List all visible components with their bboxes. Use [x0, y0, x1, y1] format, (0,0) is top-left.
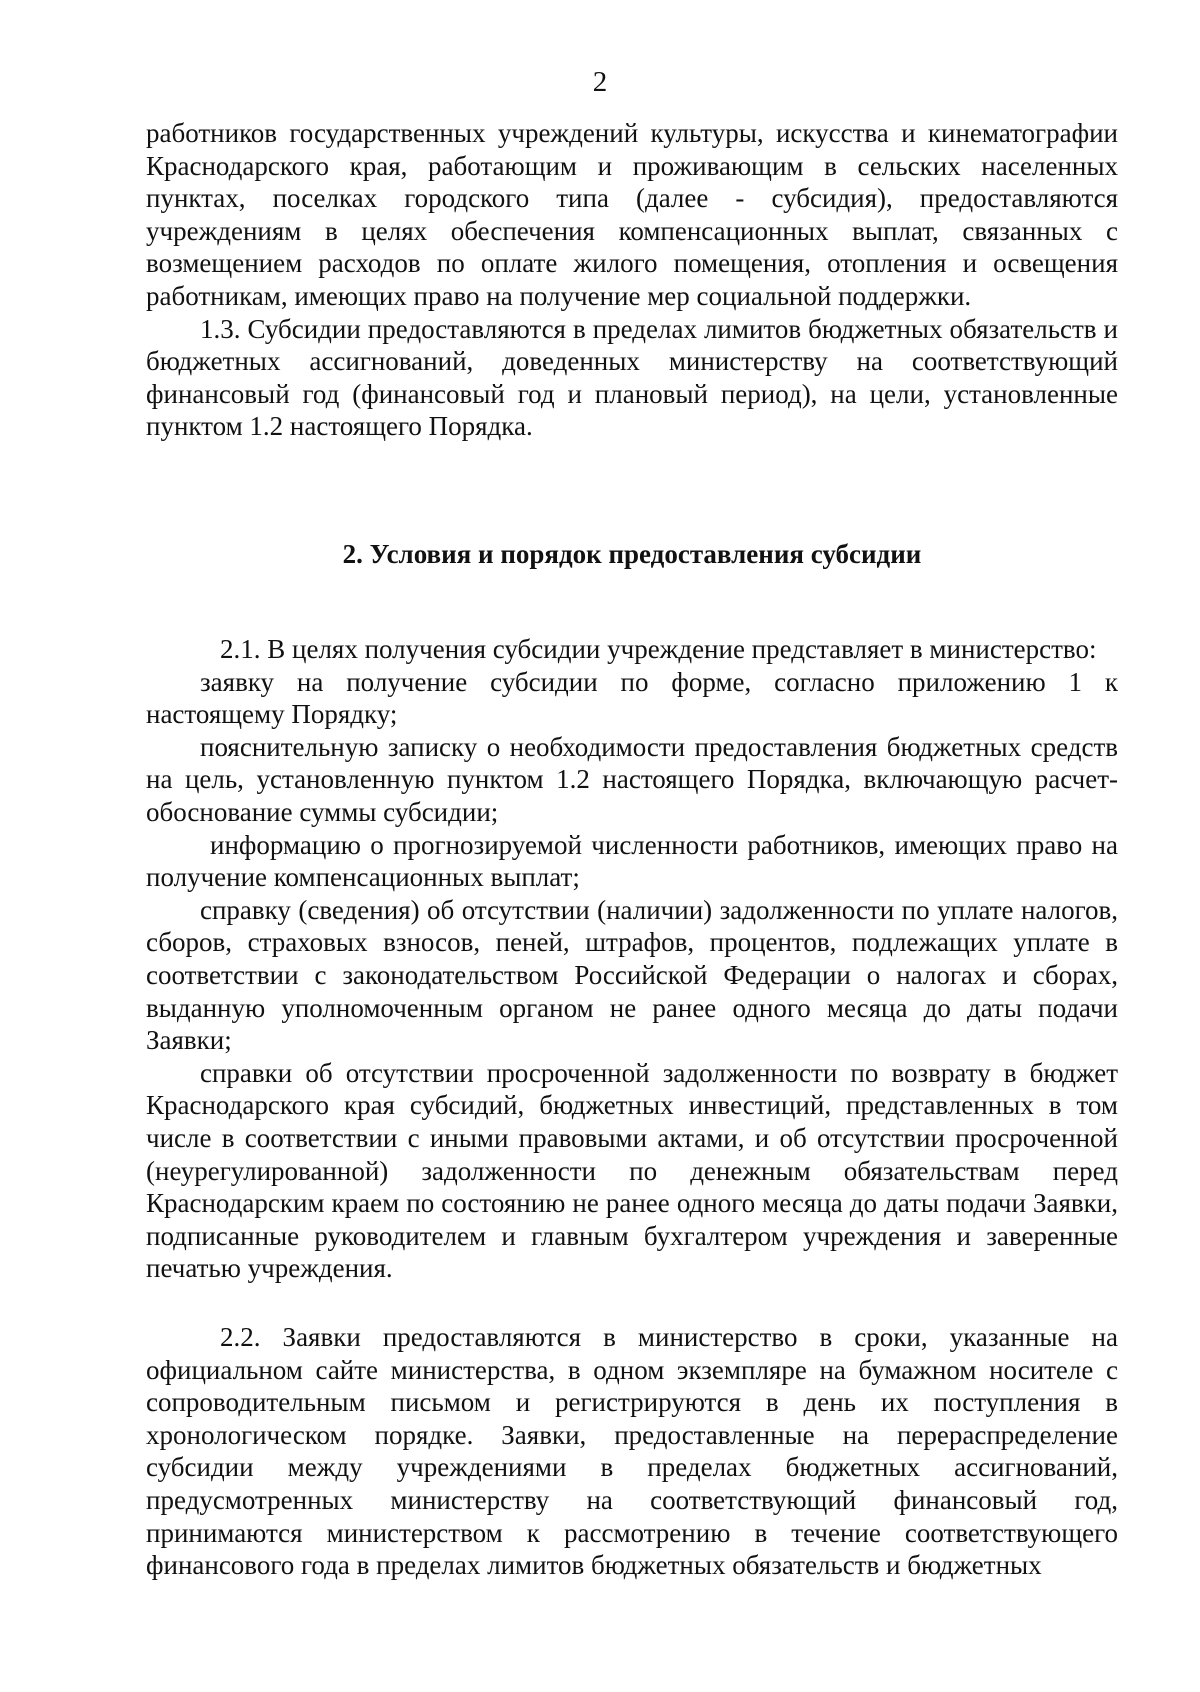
- text-block-section-2: [146, 633, 1118, 1285]
- paragraph-2-2: 2.2. Заявки предоставляются в министерство в сроки, указанные на официальном сайте министерства, в одном экземпляре на бумажном носителе с сопроводительным письмом и регистрируются в день их поступления в хронологическом порядке. Заявки, предоставленные на перераспределение субсидии между учреждениями в пределах бюджетных ассигнований, предусмотренных министерству на соответствующий финансовый год, принимаются министерством к рассмотрению в течение соответствующего финансового года в пределах лимитов бюджетных обязательств и бюджетных: [146, 1322, 1118, 1581]
- text-block-intro: [146, 117, 1118, 443]
- list-item-tax-certificate: справку (сведения) об отсутствии (наличии) задолженности по уплате налогов, сборов, страховых взносов, пеней, штрафов, процентов, подлежащих уплате в соответствии с законодательством Российской Федерации о налогах и сборах, выданную уполномоченным органом не ранее одного месяца до даты подачи Заявки;: [146, 894, 1118, 1056]
- section-heading: 2. Условия и порядок предоставления субсидии: [342, 539, 922, 569]
- text-block-2-2: [146, 1321, 1118, 1582]
- paragraph-1-3: 1.3. Субсидии предоставляются в пределах лимитов бюджетных обязательств и бюджетных ассигнований, доведенных министерству на соответствующий финансовый год (финансовый год и плановый период), на цели, установленные пунктом 1.2 настоящего Порядка.: [146, 313, 1118, 442]
- list-item-employee-info: информацию о прогнозируемой численности работников, имеющих право на получение компенсационных выплат;: [146, 829, 1118, 893]
- paragraph-subsidy-purpose: работников государственных учреждений культуры, искусства и кинематографии Краснодарского края, работающим и проживающим в сельских населенных пунктах, поселках городского типа (далее - субсидия), предоставляются учреждениям в целях обеспечения компенсационных выплат, связанных с возмещением расходов по оплате жилого помещения, отопления и освещения работникам, имеющих право на получение мер социальной поддержки.: [146, 118, 1118, 311]
- list-item-debt-certificates: справки об отсутствии просроченной задолженности по возврату в бюджет Краснодарского края субсидий, бюджетных инвестиций, представленных в том числе в соответствии с иными правовыми актами, и об отсутствии просроченной (неурегулированной) задолженности по денежным обязательствам перед Краснодарским краем по состоянию не ранее одного месяца до даты подачи Заявки, подписанные руководителем и главным бухгалтером учреждения и заверенные печатью учреждения.: [146, 1057, 1118, 1284]
- page-number: 2: [592, 66, 608, 98]
- list-item-explanatory-note: пояснительную записку о необходимости предоставления бюджетных средств на цель, установленную пунктом 1.2 настоящего Порядка, включающую расчет-обоснование суммы субсидии;: [146, 731, 1118, 827]
- list-item-application: заявку на получение субсидии по форме, согласно приложению 1 к настоящему Порядку;: [146, 666, 1118, 730]
- paragraph-2-1: 2.1. В целях получения субсидии учреждение представляет в министерство:: [220, 634, 1097, 664]
